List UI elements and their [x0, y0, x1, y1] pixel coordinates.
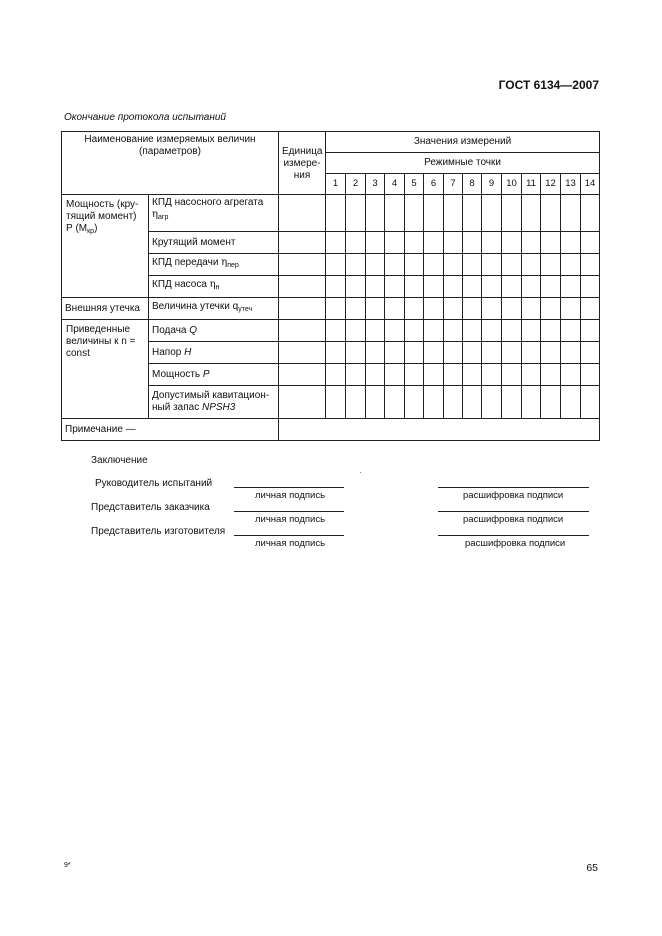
decoding-caption: расшифровка подписи [465, 538, 566, 549]
value-cell[interactable] [366, 298, 385, 320]
value-cell[interactable] [522, 298, 541, 320]
value-cell[interactable] [424, 254, 444, 276]
value-cell[interactable] [366, 364, 385, 386]
value-cell[interactable] [581, 364, 600, 386]
value-cell[interactable] [385, 276, 405, 298]
signature-line[interactable] [234, 487, 344, 488]
value-cell[interactable] [405, 195, 424, 232]
value-cell[interactable] [385, 254, 405, 276]
mode-points-header [326, 153, 600, 174]
row-npsh: Допустимый кавитацион-ный запас NPSH3 [149, 386, 279, 419]
value-cell[interactable] [444, 386, 463, 419]
signature-line[interactable] [234, 511, 344, 512]
value-cell[interactable] [366, 195, 385, 232]
value-cell[interactable] [346, 195, 366, 232]
value-cell[interactable] [581, 342, 600, 364]
value-cell[interactable] [482, 386, 502, 419]
value-cell[interactable] [424, 386, 444, 419]
value-cell[interactable] [482, 232, 502, 254]
value-cell[interactable] [405, 298, 424, 320]
point-number: 11 [522, 174, 541, 195]
value-cell[interactable] [405, 342, 424, 364]
value-cell[interactable] [326, 364, 346, 386]
note-label: Примечание — [62, 419, 279, 441]
parameter-name-header-text: Наименование измеряемых величин (параметров) [84, 134, 256, 157]
value-cell[interactable] [522, 276, 541, 298]
row-unit-efficiency: КПД насосного агрегата $\eta_{агр}$ [149, 195, 279, 232]
value-cell[interactable] [444, 298, 463, 320]
value-cell[interactable] [346, 364, 366, 386]
signature-line[interactable] [234, 535, 344, 536]
value-cell[interactable] [444, 276, 463, 298]
row-head: Напор H [149, 342, 279, 364]
value-cell[interactable] [502, 298, 522, 320]
value-cell[interactable] [444, 320, 463, 342]
value-cell[interactable] [561, 298, 581, 320]
value-cell[interactable] [279, 232, 326, 254]
value-cell[interactable] [385, 342, 405, 364]
value-cell[interactable] [326, 342, 346, 364]
value-cell[interactable] [482, 298, 502, 320]
value-cell[interactable] [581, 386, 600, 419]
value-cell[interactable] [326, 195, 346, 232]
value-cell[interactable] [561, 232, 581, 254]
value-cell[interactable] [405, 254, 424, 276]
scan-speck [360, 472, 361, 473]
value-cell[interactable] [482, 195, 502, 232]
value-cell[interactable] [405, 364, 424, 386]
point-number: 4 [385, 174, 405, 195]
value-cell[interactable] [326, 320, 346, 342]
group-leak-label: Внешняя утечка [62, 298, 149, 320]
value-cell[interactable] [463, 364, 482, 386]
value-cell[interactable] [366, 276, 385, 298]
value-cell[interactable] [385, 386, 405, 419]
value-cell[interactable] [424, 195, 444, 232]
point-number: 9 [482, 174, 502, 195]
point-number: 8 [463, 174, 482, 195]
value-cell[interactable] [279, 195, 326, 232]
point-number: 12 [541, 174, 561, 195]
value-cell[interactable] [502, 254, 522, 276]
value-cell[interactable] [326, 254, 346, 276]
value-cell[interactable] [444, 254, 463, 276]
signature-decoding-line[interactable] [438, 511, 589, 512]
note-value-cell[interactable] [279, 419, 600, 441]
value-cell[interactable] [385, 195, 405, 232]
value-cell[interactable] [385, 232, 405, 254]
row-power: Мощность P [149, 364, 279, 386]
value-cell[interactable] [326, 276, 346, 298]
table-row [62, 298, 600, 320]
value-cell[interactable] [541, 276, 561, 298]
page-number: 65 [586, 862, 598, 874]
value-cell[interactable] [463, 320, 482, 342]
value-cell[interactable] [541, 232, 561, 254]
point-number: 5 [405, 174, 424, 195]
signature-caption: личная подпись [255, 514, 326, 525]
value-cell[interactable] [346, 386, 366, 419]
value-cell[interactable] [424, 364, 444, 386]
value-cell[interactable] [405, 320, 424, 342]
parameter-name-header [62, 132, 279, 195]
value-cell[interactable] [522, 195, 541, 232]
value-cell[interactable] [522, 386, 541, 419]
sheet-mark: 9* [64, 862, 71, 869]
value-cell[interactable] [385, 364, 405, 386]
value-cell[interactable] [561, 342, 581, 364]
value-cell[interactable] [482, 276, 502, 298]
value-cell[interactable] [522, 342, 541, 364]
value-cell[interactable] [424, 232, 444, 254]
test-protocol-table [61, 131, 600, 441]
signature-role: Представитель заказчика [91, 502, 210, 513]
point-number: 2 [346, 174, 366, 195]
signature-decoding-line[interactable] [438, 487, 589, 488]
signature-role: Руководитель испытаний [95, 478, 213, 489]
value-cell[interactable] [444, 232, 463, 254]
value-cell[interactable] [405, 386, 424, 419]
value-cell[interactable] [424, 298, 444, 320]
value-cell[interactable] [326, 232, 346, 254]
value-cell[interactable] [385, 298, 405, 320]
value-cell[interactable] [326, 386, 346, 419]
value-cell[interactable] [522, 364, 541, 386]
point-number: 14 [581, 174, 600, 195]
value-cell[interactable] [463, 254, 482, 276]
value-cell[interactable] [424, 342, 444, 364]
value-cell[interactable] [581, 320, 600, 342]
table-row [62, 419, 600, 441]
value-cell[interactable] [279, 320, 326, 342]
value-cell[interactable] [444, 195, 463, 232]
value-cell[interactable] [279, 298, 326, 320]
group-reduced-label: Приведенные величины к n = const [62, 320, 149, 419]
value-cell[interactable] [561, 320, 581, 342]
value-cell[interactable] [463, 298, 482, 320]
value-cell[interactable] [522, 254, 541, 276]
group-power-label: Мощность (кру-тящий момент) Р $(М_{кр})$ [62, 195, 149, 298]
value-cell[interactable] [581, 298, 600, 320]
value-cell[interactable] [482, 342, 502, 364]
value-cell[interactable] [561, 276, 581, 298]
value-cell[interactable] [541, 195, 561, 232]
value-cell[interactable] [502, 232, 522, 254]
point-number: 3 [366, 174, 385, 195]
value-cell[interactable] [482, 320, 502, 342]
point-number: 6 [424, 174, 444, 195]
value-cell[interactable] [561, 195, 581, 232]
point-number: 7 [444, 174, 463, 195]
point-number: 10 [502, 174, 522, 195]
value-cell[interactable] [463, 195, 482, 232]
signature-caption: личная подпись [255, 490, 326, 501]
decoding-caption: расшифровка подписи [463, 514, 564, 525]
value-cell[interactable] [279, 342, 326, 364]
table-row [62, 195, 600, 232]
value-cell[interactable] [463, 386, 482, 419]
table-row [62, 320, 600, 342]
value-cell[interactable] [366, 232, 385, 254]
value-cell[interactable] [581, 276, 600, 298]
point-number: 1 [326, 174, 346, 195]
value-cell[interactable] [561, 364, 581, 386]
value-cell[interactable] [444, 364, 463, 386]
value-cell[interactable] [581, 254, 600, 276]
decoding-caption: расшифровка подписи [463, 490, 564, 501]
signature-decoding-line[interactable] [438, 535, 589, 536]
value-cell[interactable] [522, 232, 541, 254]
value-cell[interactable] [541, 342, 561, 364]
value-cell[interactable] [502, 386, 522, 419]
values-header-text: Значения измерений [413, 136, 512, 147]
value-cell[interactable] [424, 276, 444, 298]
value-cell[interactable] [326, 298, 346, 320]
mode-points-header-text: Режимные точки [424, 157, 501, 168]
unit-header-text: Единица измере-ния [282, 146, 323, 181]
signature-role: Представитель изготовителя [91, 526, 226, 537]
value-cell[interactable] [279, 254, 326, 276]
value-cell[interactable] [346, 320, 366, 342]
value-cell[interactable] [405, 232, 424, 254]
value-cell[interactable] [561, 386, 581, 419]
value-cell[interactable] [502, 320, 522, 342]
value-cell[interactable] [502, 195, 522, 232]
value-cell[interactable] [346, 254, 366, 276]
row-flow: Подача Q [149, 320, 279, 342]
row-torque: Крутящий момент [149, 232, 279, 254]
value-cell[interactable] [366, 320, 385, 342]
table-caption: Окончание протокола испытаний [64, 112, 226, 123]
value-cell[interactable] [463, 232, 482, 254]
signature-caption: личная подпись [255, 538, 326, 549]
unit-header [279, 132, 326, 195]
value-cell[interactable] [366, 386, 385, 419]
row-leak-value: Величина утечки $q_{утеч}$ [149, 298, 279, 320]
value-cell[interactable] [444, 342, 463, 364]
value-cell[interactable] [405, 276, 424, 298]
conclusion-label: Заключение [91, 455, 148, 466]
value-cell[interactable] [502, 364, 522, 386]
row-pump-efficiency: КПД насоса $\eta_н$ [149, 276, 279, 298]
value-cell[interactable] [463, 342, 482, 364]
value-cell[interactable] [279, 364, 326, 386]
row-transmission-efficiency: КПД передачи $\eta_{пер}$ [149, 254, 279, 276]
value-cell[interactable] [463, 276, 482, 298]
value-cell[interactable] [366, 254, 385, 276]
value-cell[interactable] [541, 254, 561, 276]
values-header [326, 132, 600, 153]
value-cell[interactable] [541, 320, 561, 342]
value-cell[interactable] [522, 320, 541, 342]
standard-code: ГОСТ 6134—2007 [498, 78, 599, 92]
value-cell[interactable] [279, 276, 326, 298]
value-cell[interactable] [424, 320, 444, 342]
value-cell[interactable] [502, 342, 522, 364]
point-number: 13 [561, 174, 581, 195]
value-cell[interactable] [346, 232, 366, 254]
value-cell[interactable] [541, 298, 561, 320]
value-cell[interactable] [541, 364, 561, 386]
value-cell[interactable] [541, 386, 561, 419]
value-cell[interactable] [581, 232, 600, 254]
value-cell[interactable] [366, 342, 385, 364]
value-cell[interactable] [561, 254, 581, 276]
value-cell[interactable] [482, 364, 502, 386]
value-cell[interactable] [346, 276, 366, 298]
value-cell[interactable] [279, 386, 326, 419]
value-cell[interactable] [581, 195, 600, 232]
value-cell[interactable] [385, 320, 405, 342]
value-cell[interactable] [502, 276, 522, 298]
value-cell[interactable] [346, 298, 366, 320]
value-cell[interactable] [482, 254, 502, 276]
value-cell[interactable] [346, 342, 366, 364]
